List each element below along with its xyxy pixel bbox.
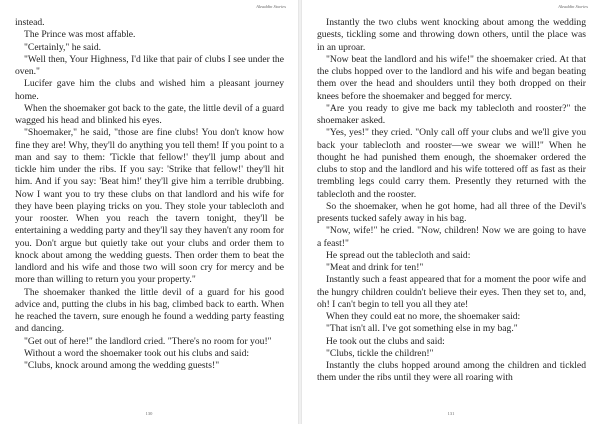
page-number: 131: [447, 411, 455, 416]
paragraph: When they could eat no more, the shoemaker said:: [326, 311, 521, 322]
paragraph: "Well then, Your Highness, I'd like that pair of clubs I see under the oven.": [15, 53, 284, 77]
paragraph: "Get out of here!" the landlord cried. "There's no room for you!": [24, 335, 272, 347]
page-text: [15, 17, 284, 372]
paragraph: "Shoemaker," he said, "those are fine clubs! You don't know how fine they are! Why, they'll do anything you tell them! If you point to a man and say to them: 'Tickle that fellow!' they'll jump about and tickle him under the ribs. If you say: 'Strike that fellow!' they'll hit him. And if you say: 'Beat him!' they'll give him a terrible drubbing. Now I want you to try these clubs on that landlord and his wife for they have been playing tricks on you. They stole your tablecloth and your rooster. When you reach the tavern tonight, they'll be entertaining a wedding party and they'll say they haven't any room for you. Don't argue but quietly take out your clubs and order them to knock about among the wedding guests. Then order them to beat the landlord and his wife and those two will soon cry for mercy and be more than willing to return you your property.": [15, 127, 284, 286]
paragraph: "Certainly," he said.: [24, 41, 102, 53]
page-text: [317, 17, 586, 385]
paragraph: So the shoemaker, when he got home, had all three of the Devil's presents tucked safely away in his bag.: [317, 200, 586, 224]
paragraph: Instantly the clubs hopped around among the children and tickled them under the ribs until they were all roaring with: [317, 360, 586, 384]
page-number: 130: [145, 411, 153, 416]
running-head: Aleaddin Stories: [256, 4, 286, 9]
paragraph: He took out the clubs and said:: [326, 335, 445, 347]
paragraph: Instantly such a feast appeared that for a moment the poor wife and the hungry children couldn't believe their eyes. Then they set to, and, oh! I can't begin to tell you all they ate!: [317, 274, 586, 310]
paragraph: He spread out the tablecloth and said:: [326, 249, 471, 261]
running-head: Aleaddin Stories: [558, 4, 588, 9]
paragraph: "Clubs, knock around among the wedding guests!": [24, 360, 220, 371]
paragraph: The shoemaker thanked the little devil of a guard for his good advice and, putting the clubs in his bag, climbed back to earth. When he reached the tavern, sure enough he found a wedding party feasting and dancing.: [15, 286, 284, 335]
paragraph: instead.: [15, 17, 45, 28]
paragraph: Lucifer gave him the clubs and wished him a pleasant journey home.: [15, 78, 284, 102]
paragraph: Instantly the two clubs went knocking about among the wedding guests, tickling some and throwing down others, until the place was in an uproar.: [317, 17, 586, 53]
paragraph: "Now, wife!" he cried. "Now, children! Now we are going to have a feast!": [317, 225, 586, 249]
paragraph: "That isn't all. I've got something else in my bag.": [326, 323, 518, 335]
paragraph: "Clubs, tickle the children!": [326, 347, 434, 359]
paragraph: "Meat and drink for ten!": [326, 262, 424, 273]
paragraph: The Prince was most affable.: [24, 29, 136, 41]
paragraph: Without a word the shoemaker took out his clubs and said:: [24, 347, 250, 359]
paragraph: "Are you ready to give me back my tablecloth and rooster?" the shoemaker asked.: [317, 102, 586, 126]
paragraph: When the shoemaker got back to the gate, the little devil of a guard wagged his head and blinked his eyes.: [15, 102, 284, 126]
paragraph: "Yes, yes!" they cried. "Only call off your clubs and we'll give you back your tablecloth and rooster—we swear we will!" When he thought he had punished them enough, the shoemaker ordered the clubs to stop and the landlord and his wife tottered off as fast as their trembling legs could carry them. Presently they returned with the tablecloth and the rooster.: [317, 127, 586, 200]
left-page: [0, 0, 298, 424]
paragraph: "Now beat the landlord and his wife!" the shoemaker cried. At that the clubs hopped over to the landlord and his wife and began beating them over the head and shoulders until they both dropped on their knees before the shoemaker and begged for mercy.: [317, 53, 586, 102]
right-page: [302, 0, 600, 424]
